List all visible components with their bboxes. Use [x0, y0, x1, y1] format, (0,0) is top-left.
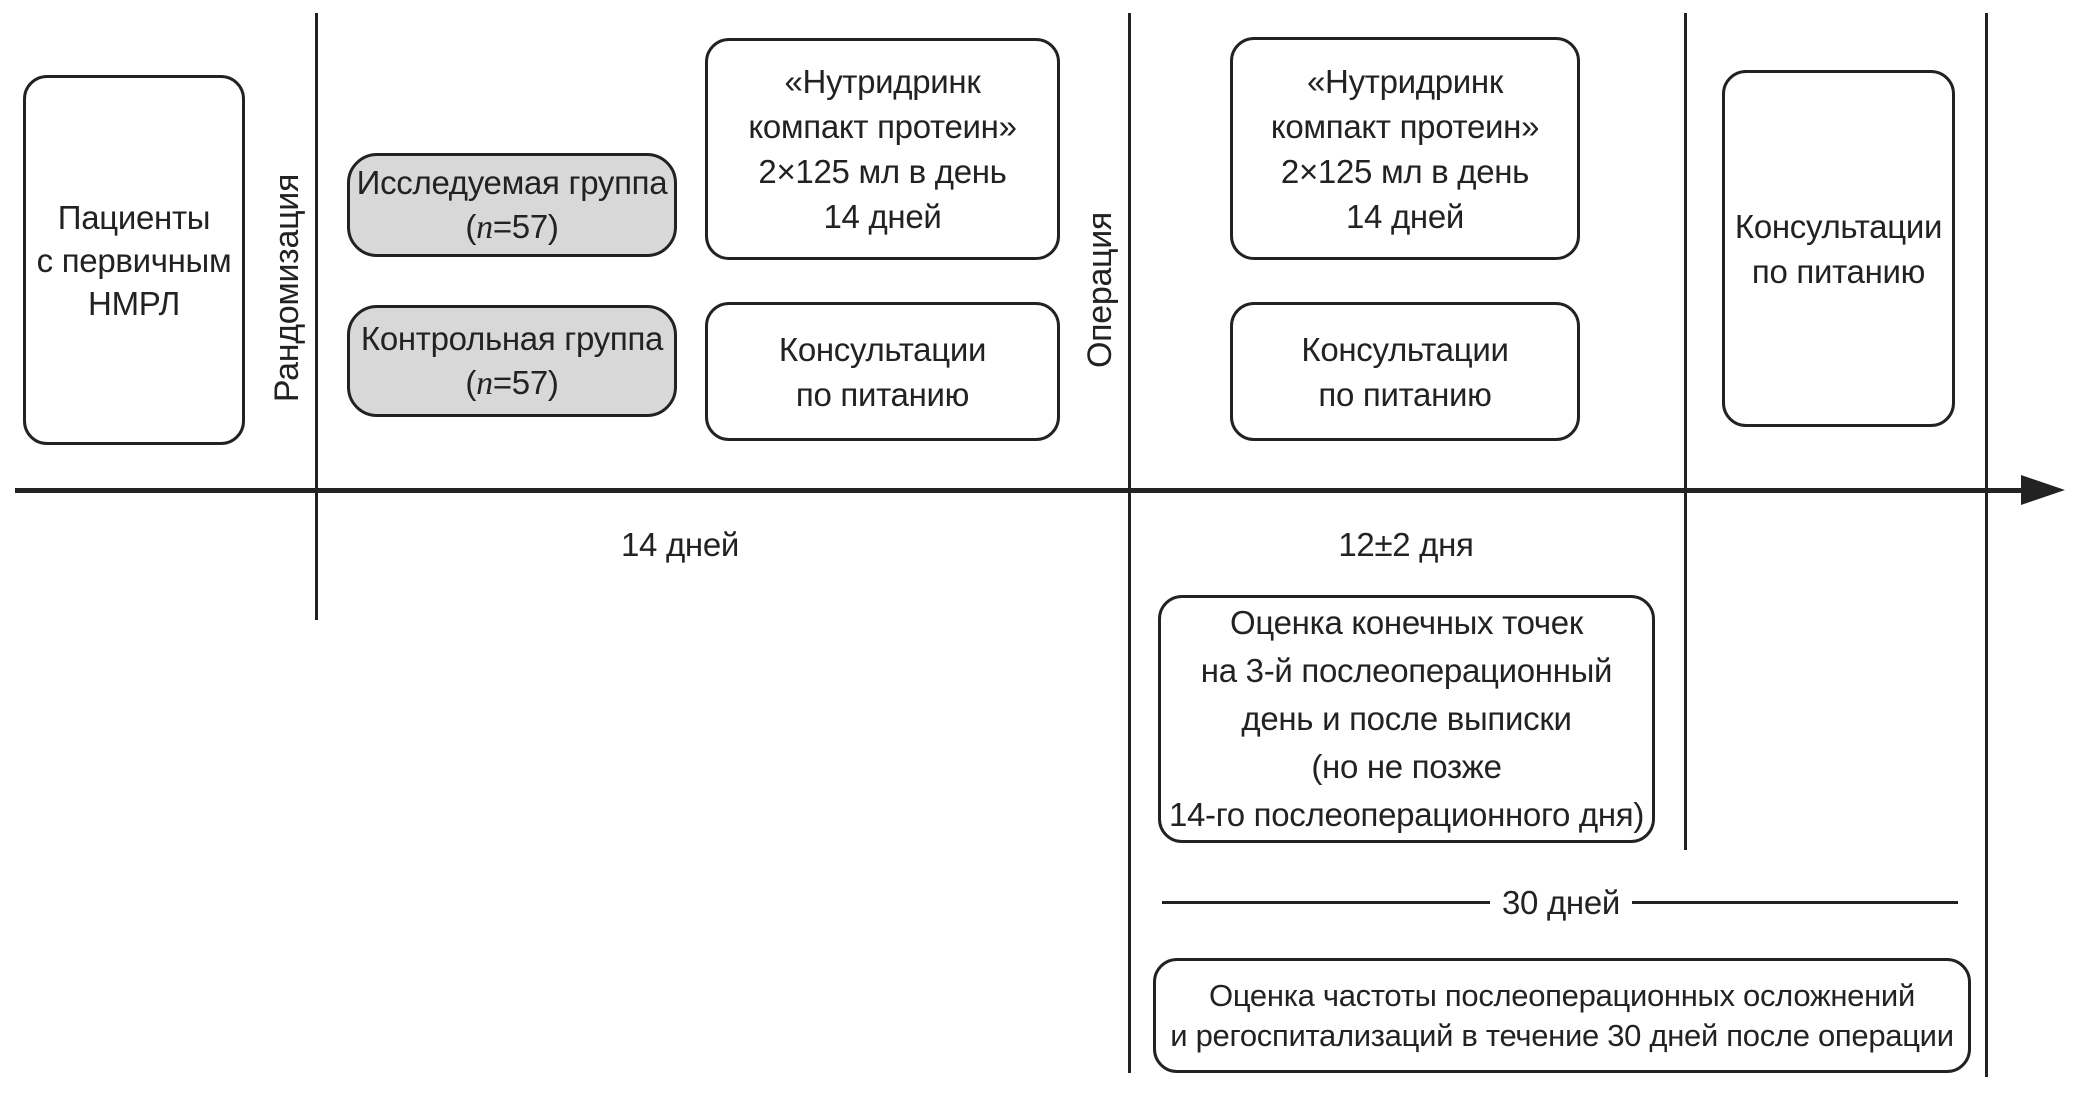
patients-line: НМРЛ: [88, 284, 180, 322]
nutridrink-postop-line: 14 дней: [1345, 197, 1465, 235]
nutridrink-preop-line: «Нутридринк: [784, 63, 981, 100]
consult-postop-box: [1230, 302, 1580, 441]
followup-end-line: [1985, 13, 1988, 1077]
post-period-label: 12±2 дня: [1338, 526, 1474, 563]
study-group-label: Исследуемая группа: [356, 163, 668, 201]
consult-postop-line: Консультации: [1301, 330, 1509, 368]
surgery-label: Операция: [1080, 211, 1119, 369]
nutridrink-postop-line: компакт протеин»: [1270, 107, 1540, 145]
nutridrink-preop-line: 14 дней: [823, 198, 942, 235]
consult-preop-box: [705, 302, 1060, 441]
patients-line: с первичным: [36, 241, 232, 279]
endpoints-line: день и после выписки: [1241, 700, 1572, 737]
study-group-box: [347, 153, 677, 257]
endpoints-line: (но не позже: [1311, 748, 1502, 785]
consult-followup-line: по питанию: [1751, 252, 1926, 290]
patients-box: [23, 75, 245, 445]
pre-period-label: 14 дней: [620, 526, 740, 563]
consult-followup-box: [1722, 70, 1955, 427]
randomization-line: [315, 13, 318, 620]
discharge-line: [1684, 13, 1687, 850]
timeline-axis: [15, 488, 2023, 493]
endpoints-line: Оценка конечных точек: [1230, 604, 1583, 641]
study-group-n: (n=57): [465, 207, 559, 246]
outcomes-line: и регоспитализаций в течение 30 дней после операции: [1170, 1017, 1954, 1053]
timeline-arrowhead: [2021, 475, 2065, 505]
nutridrink-postop-line: «Нутридринк: [1307, 62, 1503, 100]
outcomes-line: Оценка частоты послеоперационных осложнений: [1209, 977, 1915, 1013]
control-group-n: (n=57): [465, 363, 559, 402]
consult-postop-line: по питанию: [1318, 375, 1492, 413]
patients-line: Пациенты: [57, 198, 211, 236]
surgery-line: [1128, 13, 1131, 1073]
endpoints-line: на 3-й послеоперационный: [1200, 652, 1613, 689]
outcomes-box: [1153, 958, 1971, 1073]
consult-followup-line: Консультации: [1734, 207, 1943, 245]
nutridrink-preop-line: компакт протеин»: [748, 108, 1017, 145]
nutridrink-preop-line: 2×125 мл в день: [758, 153, 1007, 190]
endpoints-box: [1158, 595, 1655, 843]
randomization-label: Рандомизация: [267, 173, 306, 403]
followup-bracket-right: [1632, 901, 1958, 904]
control-group-box: [347, 305, 677, 417]
nutridrink-postop-line: 2×125 мл в день: [1280, 152, 1530, 190]
nutridrink-preop-box: [705, 38, 1060, 260]
followup-period-label: 30 дней: [1501, 884, 1621, 921]
consult-preop-line: по питанию: [795, 375, 970, 413]
endpoints-line: 14-го послеоперационного дня): [1168, 796, 1645, 833]
control-group-label: Контрольная группа: [360, 319, 664, 357]
nutridrink-postop-box: [1230, 37, 1580, 260]
consult-preop-line: Консультации: [778, 330, 987, 368]
